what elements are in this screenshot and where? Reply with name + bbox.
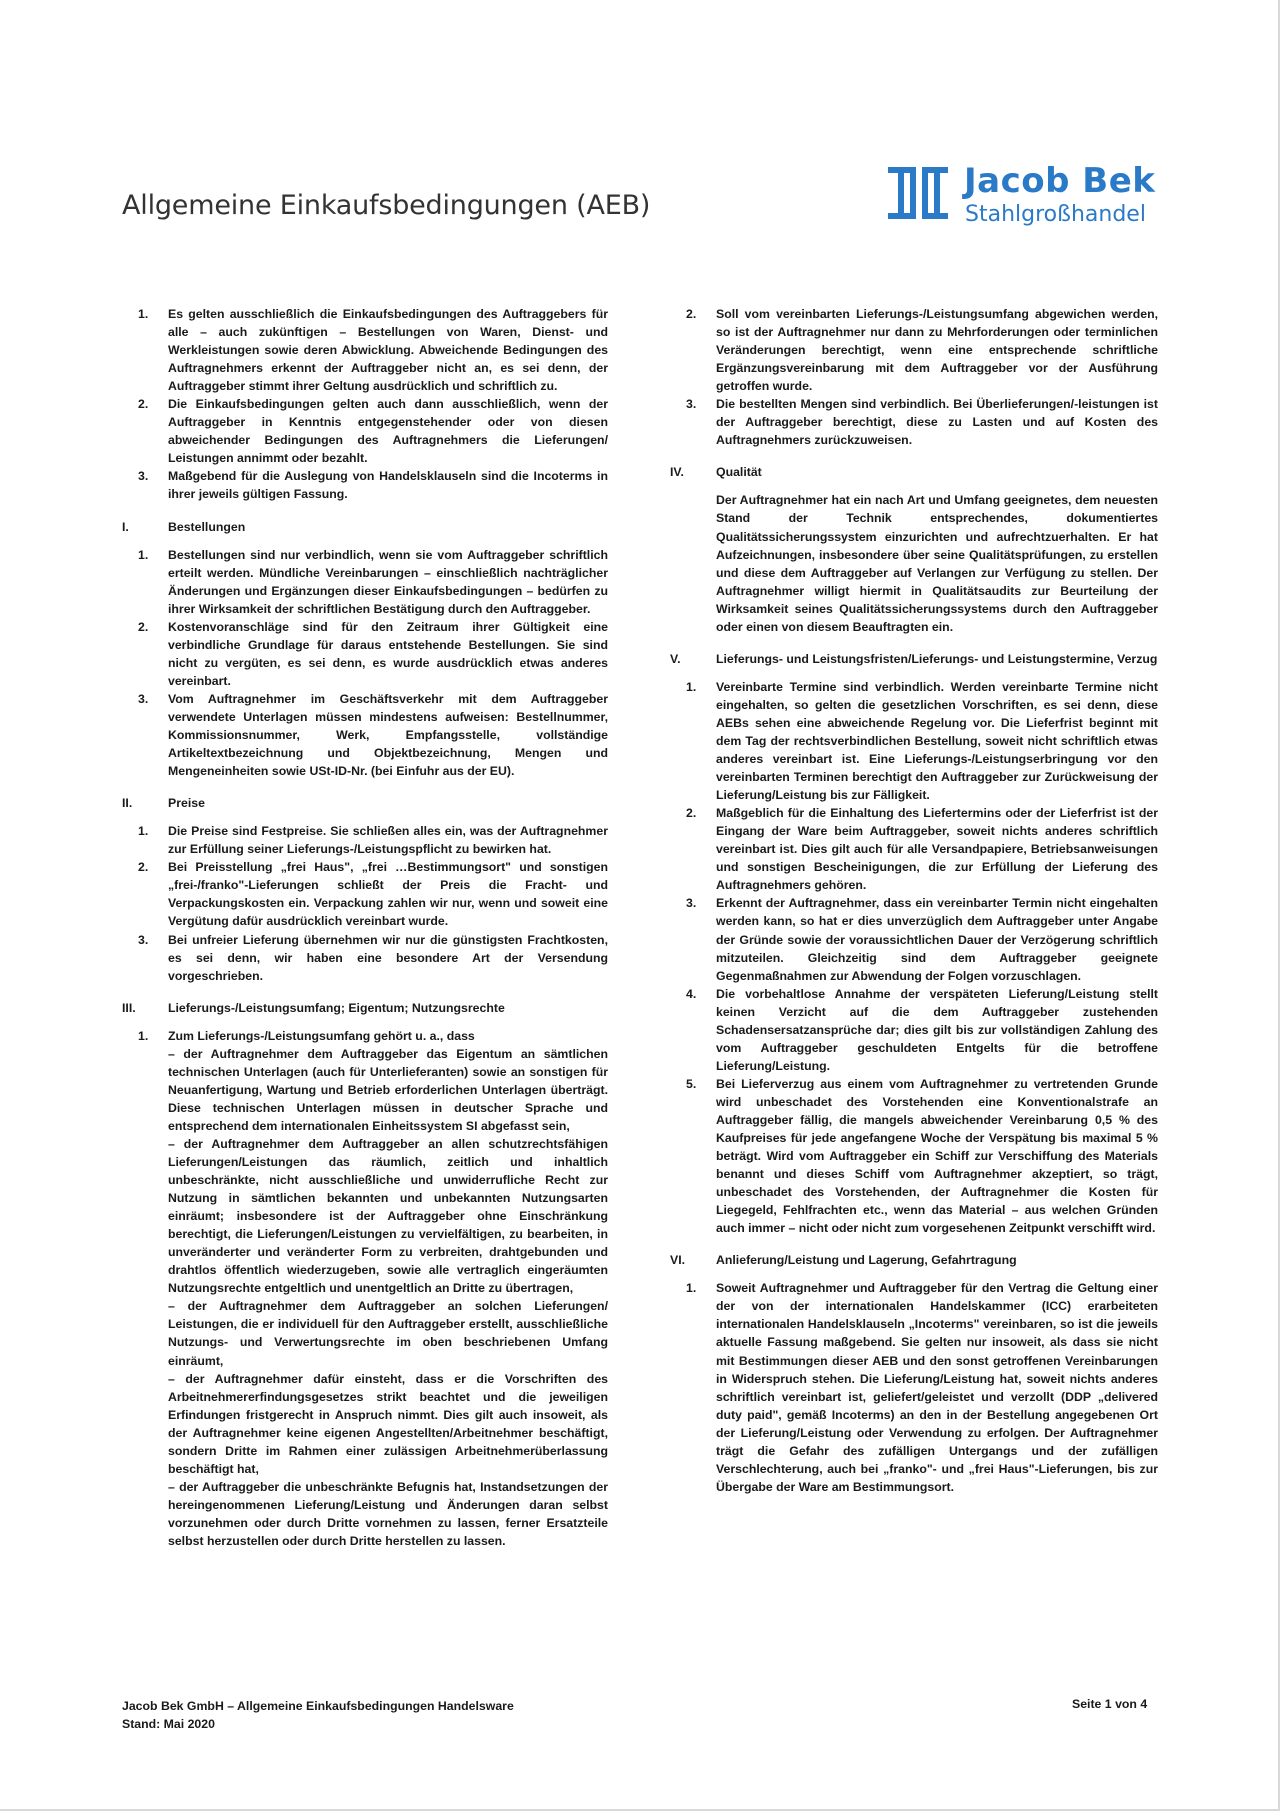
fristen-clause-3: 3. Erkennt der Auftragnehmer, dass ein vereinbarter Termin nicht eingehalten werden kann, so hat er dies unverzüglich dem Auftraggeber unter Angabe der Gründe sowie der voraussichtlichen Dauer der Verzögerung schriftlich mitzuteilen. Gleichzeitig sind dem Auftraggeber geeignete Gegenmaßnahmen zur Abwendung der Folgen vorzuschlagen.	[686, 896, 1158, 983]
section-heading-preise: II. Preise	[122, 796, 205, 811]
lieferumfang-sub-3: – der Auftragnehmer dem Auftraggeber an solchen Lieferungen/ Leistungen, die er individuell für den Auftraggeber erstellt, ausschließliche Nutzungs- und Verwertungsrechte im oben beschriebenen Umfang einräumt,	[168, 1299, 608, 1368]
fristen-clause-2: 2. Maßgeblich für die Einhaltung des Liefertermins oder der Lieferfrist ist der Eingang der Ware beim Auftraggeber, soweit nichts anderes schriftlich vereinbart ist. Dies gilt auch für alle Versandpapiere, Betriebsanweisungen und sonstigen Bescheinigungen, die zur Erfüllung der Lieferung des Auftragnehmers gehören.	[686, 806, 1158, 893]
lieferumfang-sub-2: – der Auftragnehmer dem Auftraggeber an allen schutzrechtsfähigen Lieferungen/Leistungen das räumlich, zeitlich und inhaltlich unbeschränkte, nicht ausschließliche und unwiderrufliche Recht zur Nutzung in sämtlichen bekannten und unbekannten Nutzungsarten einräumt; insbesondere ist der Auftraggeber ohne Einschränkung berechtigt, die Lieferungen/Leistungen zu vervielfältigen, zu bearbeiten, in unveränderter und veränderter Form zu verbreiten, drahtgebunden und drahtlos öffentlich wiederzugeben, sowie alle vertraglich eingeräumten Nutzungsrechte entgeltlich und unentgeltlich an Dritte zu übertragen,	[168, 1136, 608, 1296]
lieferumfang-clause-3: 3. Die bestellten Mengen sind verbindlich. Bei Überlieferungen/-leistungen ist der Auftraggeber berechtigt, diese zu Lasten und auf Kosten des Auftragnehmers zurückzuweisen.	[686, 397, 1158, 448]
bestellungen-clause-2: 2. Kostenvoranschläge sind für den Zeitraum ihrer Gültigkeit eine verbindliche Grundlage für daraus entstehende Bestellungen. Sie sind nicht zu vergüten, es sei denn, es wurde ausdrücklich etwas anderes vereinbart.	[138, 619, 608, 688]
section-heading-anlieferung: VI. Anlieferung/Leistung und Lagerung, Gefahrtragung	[670, 1253, 1017, 1268]
qualitaet-paragraph: Der Auftragnehmer hat ein nach Art und Umfang geeignetes, dem neuesten Stand der Technik entsprechendes, dokumentiertes Qualitätssicherungssystem einzurichten und aufrechtzuerhalten. Er hat Aufzeichnungen, insbesondere über seine Qualitätsprüfungen, zu erstellen und diese dem Auftraggeber auf Verlangen zur Verfügung zu stellen. Der Auftragnehmer willigt hiermit in Qualitätsaudits zur Beurteilung der Wirksamkeit seines Qualitätssicherungssystems durch den Auftraggeber oder einen von diesem Beauftragten ein.	[716, 493, 1158, 634]
footer-company-line: Jacob Bek GmbH – Allgemeine Einkaufsbedingungen Handelsware	[122, 1699, 514, 1713]
page-number: Seite 1 von 4	[1072, 1697, 1148, 1711]
intro-clause-2: 2. Die Einkaufsbedingungen gelten auch dann ausschließlich, wenn der Auftraggeber in Kenntnis entgegenstehender oder von diesen abweichender Bedingungen des Auftragnehmers die Lieferungen/ Leistungen annimmt oder bezahlt.	[138, 397, 608, 466]
fristen-clause-1: 1. Vereinbarte Termine sind verbindlich. Werden vereinbarte Termine nicht eingehalten, so gelten die gesetzlichen Vorschriften, es sei denn, diese AEBs sehen eine abweichende Regelung vor. Die Lieferfrist beginnt mit dem Tag der rechtsverbindlichen Bestellung, soweit nicht schriftlich etwas anderes vereinbart ist. Eine Lieferungs-/Leistungserbringung vor den vereinbarten Terminen berechtigt den Auftraggeber zur Zurückweisung der Lieferung/Leistung bis zur Fälligkeit.	[686, 679, 1158, 803]
right-column	[670, 305, 1158, 1496]
page-footer	[122, 1697, 514, 1733]
fristen-clause-4: 4. Die vorbehaltlose Annahme der verspäteten Lieferung/Leistung stellt keinen Verzicht auf die dem Auftraggeber zustehenden Schadensersatzansprüche dar; dies gilt bis zur vollständigen Zahlung des vom Auftraggeber geschuldeten Entgelts für die betroffene Lieferung/Leistung.	[686, 986, 1158, 1073]
logo-mark-icon	[888, 165, 950, 223]
bestellungen-clause-1: 1. Bestellungen sind nur verbindlich, wenn sie vom Auftraggeber schriftlich erteilt werden. Mündliche Vereinbarungen – einschließlich nachträglicher Änderungen und Ergänzungen dieser Einkaufsbedingungen – bedürfen zu ihrer Wirksamkeit der schriftlichen Bestätigung durch den Auftraggeber.	[138, 547, 608, 616]
lieferumfang-clause-1: 1. Zum Lieferungs-/Leistungsumfang gehört u. a., dass	[138, 1028, 475, 1043]
fristen-clause-5: 5. Bei Lieferverzug aus einem vom Auftragnehmer zu vertretenden Grunde wird unbeschadet des Vorstehenden eine Konventionalstrafe an Auftraggeber fällig, die mangels abweichender Vereinbarung 0,5 % des Kaufpreises für jede angefangene Woche der Verspätung bis maximal 5 % beträgt. Wird vom Auftraggeber ein Schiff zur Verschiffung des Materials benannt und dieses Schiff vom Auftragnehmer akzeptiert, so trägt, unbeschadet des Vorstehenden, der Auftragnehmer die Kosten für Liegegeld, Fehlfrachten etc., wenn das Material – aus welchen Gründen auch immer – nicht oder nicht zum vorgesehenen Zeitpunkt verschifft wird.	[686, 1076, 1158, 1236]
preise-clause-2: 2. Bei Preisstellung „frei Haus", „frei …Bestimmungsort" und sonstigen „frei-/franko"-Lieferungen schließt der Preis die Fracht- und Verpackungskosten ein. Verpackung zahlen wir nur, wenn und soweit eine Vergütung dafür ausdrücklich vereinbart wurde.	[138, 860, 608, 929]
company-logo	[888, 161, 1156, 235]
section-heading-qualitaet: IV. Qualität	[670, 465, 762, 480]
preise-clause-3: 3. Bei unfreier Lieferung übernehmen wir nur die günstigsten Frachtkosten, es sei denn, wir haben eine besondere Art der Versendung vorgeschrieben.	[138, 932, 608, 983]
lieferumfang-sub-4: – der Auftragnehmer dafür einsteht, dass er die Vorschriften des Arbeitnehmererfindungsgesetzes strikt beachtet und die jeweiligen Erfindungen fristgerecht in Anspruch nimmt. Dies gilt auch insoweit, als der Auftragnehmer keine eigenen Angestellten/Arbeitnehmer beschäftigt, sondern Dritte im Rahmen einer zulässigen Arbeitnehmerüberlassung beschäftigt hat,	[168, 1371, 608, 1476]
lieferumfang-sub-1: – der Auftragnehmer dem Auftraggeber das Eigentum an sämtlichen technischen Unterlagen (auch für Unterlieferanten) sowie an sonstigen für Neuanfertigung, Wartung und Betrieb erforderlichen Unterlagen überträgt. Diese technischen Unterlagen müssen in deutscher Sprache und entsprechend dem internationalen Einheitssystem SI abgefasst sein,	[168, 1046, 608, 1133]
left-column	[122, 305, 608, 1550]
section-heading-bestellungen: I. Bestellungen	[122, 519, 246, 534]
intro-clause-1: 1. Es gelten ausschließlich die Einkaufsbedingungen des Auftraggebers für alle – auch zukünftigen – Bestellungen von Waren, Dienst- und Werkleistungen sowie deren Abwicklung. Abweichende Bedingungen des Auftragnehmers erkennt der Auftraggeber nicht an, es sei denn, der Auftraggeber stimmt ihrer Geltung ausdrücklich und schriftlich zu.	[138, 307, 608, 394]
section-heading-lieferumfang: III. Lieferungs-/Leistungsumfang; Eigentum; Nutzungsrechte	[122, 1000, 505, 1015]
logo-tagline: Stahlgroßhandel	[965, 202, 1146, 227]
lieferumfang-clause-2: 2. Soll vom vereinbarten Lieferungs-/Leistungsumfang abgewichen werden, so ist der Auftragnehmer nur dann zu Mehrforderungen oder terminlichen Veränderungen berechtigt, wenn eine entsprechende schriftliche Ergänzungsvereinbarung mit dem Auftraggeber vor der Ausführung getroffen wurde.	[686, 307, 1158, 394]
logo-company-name: Jacob Bek	[964, 161, 1156, 201]
page-title: Allgemeine Einkaufsbedingungen (AEB)	[122, 190, 651, 221]
bestellungen-clause-3: 3. Vom Auftragnehmer im Geschäftsverkehr mit dem Auftraggeber verwendete Unterlagen müssen mindestens aufweisen: Bestellnummer, Kommissionsnummer, Werk, Empfangsstelle, vollständige Artikeltextbezeichnung und Objektbezeichnung, Mengen und Mengeneinheiten sowie USt-ID-Nr. (bei Einfuhr aus der EU).	[138, 691, 608, 779]
intro-clause-3: 3. Maßgebend für die Auslegung von Handelsklauseln sind die Incoterms in ihrer jeweils gültigen Fassung.	[138, 469, 608, 502]
preise-clause-1: 1. Die Preise sind Festpreise. Sie schließen alles ein, was der Auftragnehmer zur Erfüllung seiner Lieferungs-/Leistungspflicht zu bewirken hat.	[138, 824, 608, 857]
section-heading-fristen: V. Lieferungs- und Leistungsfristen/Lieferungs- und Leistungstermine, Verzug	[670, 651, 1158, 666]
lieferumfang-sub-5: – der Auftraggeber die unbeschränkte Befugnis hat, Instandsetzungen der hereingenommenen Lieferung/Leistung und Änderungen daran selbst vorzunehmen oder durch Dritte vornehmen zu lassen, ferner Ersatzteile selbst herzustellen oder durch Dritte herstellen zu lassen.	[168, 1479, 608, 1548]
anlieferung-clause-1: 1. Soweit Auftragnehmer und Auftraggeber für den Vertrag die Geltung einer der von der internationalen Handelskammer (ICC) erarbeiteten internationalen Handelsklauseln „Incoterms" vereinbaren, so ist die jeweils aktuelle Fassung maßgebend. Sie gelten nur insoweit, als dass sie nicht mit Bestimmungen dieser AEB und den sonst getroffenen Vereinbarungen in Widerspruch stehen. Die Lieferung/Leistung hat, soweit nichts anderes schriftlich vereinbart ist, geliefert/geleistet und verzollt (DDP „delivered duty paid", gemäß Incoterms) an den in der Bestellung angegebenen Ort der Lieferung/Leistung oder Verwendung zu erfolgen. Der Auftragnehmer trägt die Gefahr des zufälligen Untergangs und der zufälligen Verschlechterung, auch bei „franko"- und „frei Haus"-Lieferungen, bis zur Übergabe der Ware am Bestimmungsort.	[686, 1281, 1158, 1494]
footer-date-line: Stand: Mai 2020	[122, 1717, 215, 1731]
